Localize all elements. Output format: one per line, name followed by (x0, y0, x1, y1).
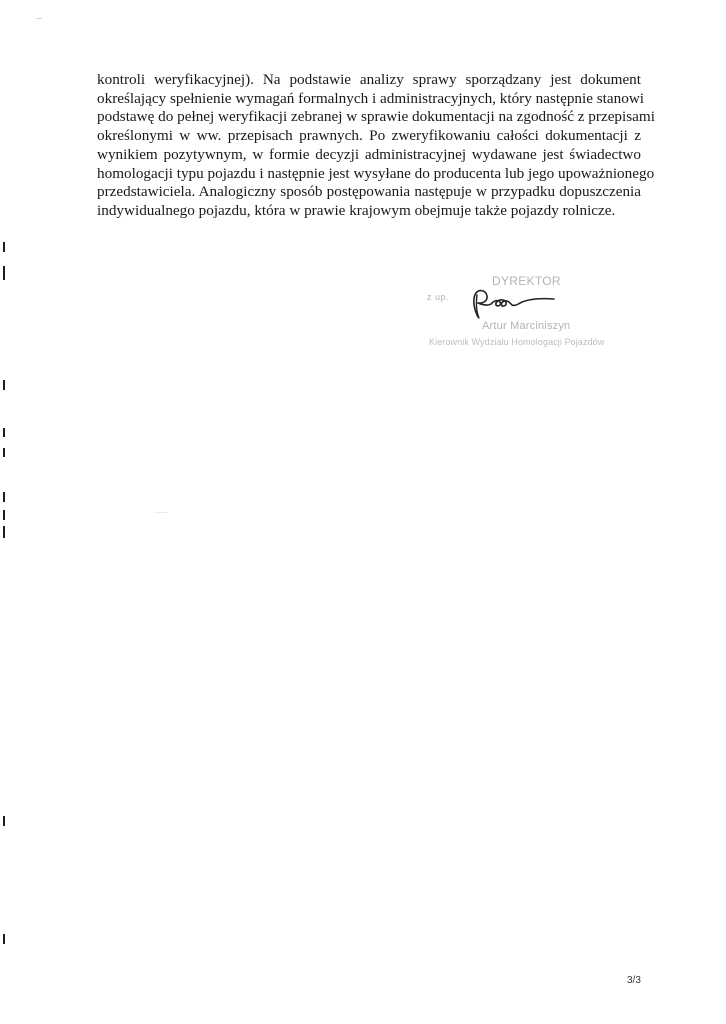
page-number: 3/3 (627, 975, 641, 986)
stamp-signatory-name: Artur Marciniszyn (482, 320, 571, 332)
scan-artifact (3, 448, 5, 457)
paragraph-line: kontroli weryfikacyjnej). Na podstawie analizy sprawy sporządzany jest dokument (97, 71, 641, 88)
scan-artifact (3, 380, 5, 390)
paragraph-line: wynikiem pozytywnym, w formie decyzji administracyjnej wydawane jest świadectwo (97, 145, 641, 163)
body-paragraph (97, 71, 655, 221)
scan-artifact (3, 816, 5, 826)
scan-artifact (3, 492, 5, 502)
handwritten-signature (466, 287, 558, 321)
paragraph-line: przedstawiciela. Analogiczny sposób postępowania następuje w przypadku dopuszczenia (97, 183, 641, 201)
stamp-title: DYREKTOR (492, 274, 561, 288)
paragraph-line: podstawę do pełnej weryfikacji zebranej w sprawie dokumentacji na zgodność z przepisami (97, 108, 655, 126)
scan-artifact (3, 934, 5, 944)
paragraph-line: określający spełnienie wymagań formalnych i administracyjnych, który następnie stanowi (97, 89, 645, 107)
stamp-signatory-role: Kierownik Wydziału Homologacji Pojazdów (429, 337, 605, 347)
paragraph-line: indywidualnego pojazdu, która w prawie krajowym obejmuje także pojazdy rolnicze. (97, 201, 616, 219)
scan-artifact (3, 242, 5, 252)
scan-artifact (3, 510, 5, 520)
scan-artifact (3, 526, 5, 538)
scan-artifact (154, 512, 168, 513)
paragraph-line: homologacji typu pojazdu i następnie jest wysyłane do producenta lub jego upoważnionego (97, 164, 655, 182)
scan-artifact (36, 18, 42, 19)
paragraph-line: określonymi w ww. przepisach prawnych. Po zweryfikowaniu całości dokumentacji z (97, 127, 641, 145)
stamp-on-behalf: z up. (427, 292, 450, 302)
scan-artifact (3, 428, 5, 437)
scan-artifact (3, 266, 5, 280)
